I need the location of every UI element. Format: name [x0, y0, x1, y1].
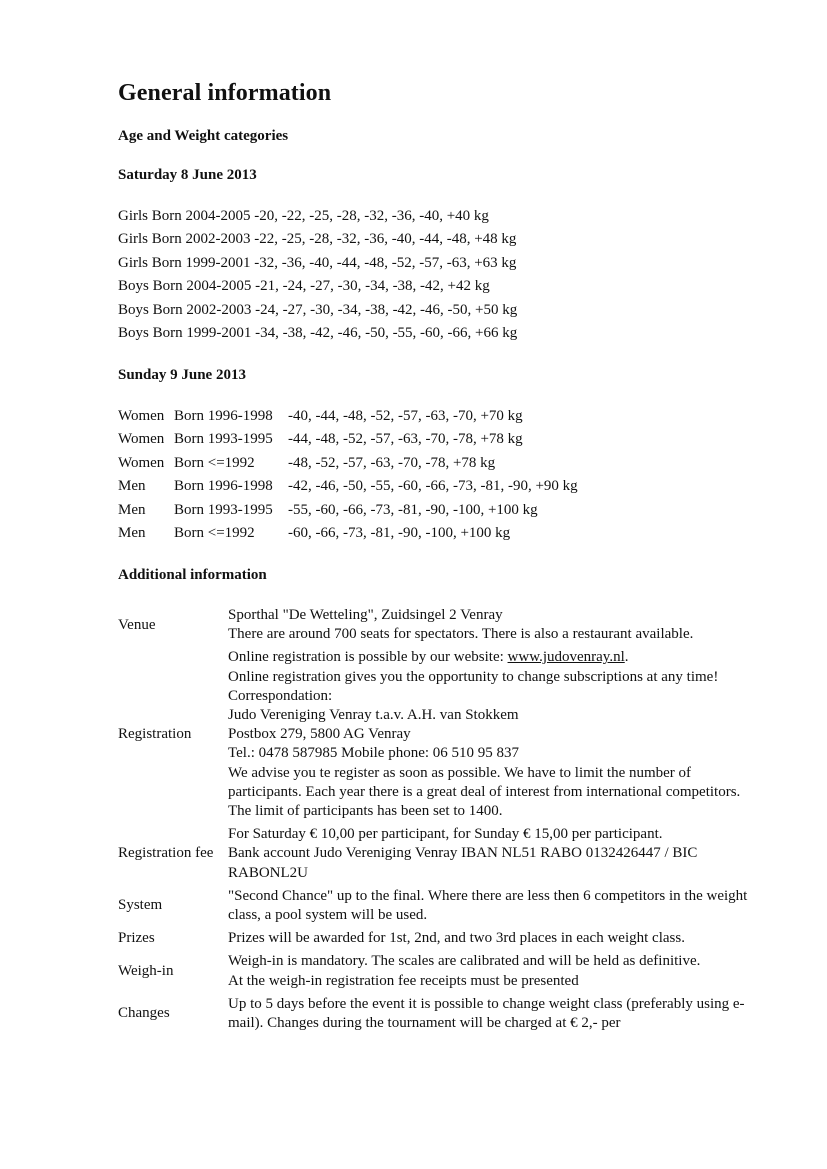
- info-line: Judo Vereniging Venray t.a.v. A.H. van Stokkem: [228, 707, 519, 724]
- category-gender: Women: [118, 408, 165, 424]
- info-line: At the weigh-in registration fee receipts must be presented: [228, 972, 579, 989]
- category-born: Born 1996-1998: [174, 408, 273, 424]
- info-label: Weigh-in: [118, 963, 174, 980]
- category-gender: Men: [118, 501, 146, 518]
- category-born: Born 1996-1998: [174, 478, 273, 495]
- info-line: Bank account Judo Vereniging Venray IBAN NL51 RABO 0132426447 / BIC RABONL2U: [228, 845, 698, 881]
- info-value: [228, 950, 768, 992]
- sunday-heading: Sunday 9 June 2013: [118, 367, 246, 383]
- category-born: Born <=1992: [174, 525, 255, 542]
- category-row: [118, 475, 578, 498]
- additional-heading: Additional information: [118, 567, 267, 583]
- category-gender: Women: [118, 431, 165, 448]
- info-line: There are around 700 seats for spectators. There is also a restaurant available.: [228, 626, 694, 643]
- info-label: System: [118, 897, 163, 914]
- category-row: Boys Born 2004-2005 -21, -24, -27, -30, -34, -38, -42, +42 kg: [118, 278, 490, 295]
- saturday-categories: [118, 205, 517, 345]
- category-weights: -60, -66, -73, -81, -90, -100, +100 kg: [288, 525, 511, 542]
- category-weights: -40, -44, -48, -52, -57, -63, -70, +70 kg: [288, 408, 523, 424]
- info-label: Changes: [118, 1005, 170, 1022]
- category-row: [118, 522, 578, 545]
- info-line: Online registration is possible by our website: www.judovenray.nl.: [228, 649, 629, 666]
- info-line: The limit of participants has been set to 1400.: [228, 803, 503, 820]
- info-line: Weigh-in is mandatory. The scales are calibrated and will be held as definitive.: [228, 953, 701, 970]
- info-value: [228, 993, 768, 1035]
- category-weights: -55, -60, -66, -73, -81, -90, -100, +100 kg: [288, 501, 538, 518]
- info-value: [228, 927, 768, 950]
- info-label: Registration fee: [118, 845, 214, 862]
- info-row: [118, 993, 768, 1035]
- category-row: Girls Born 2002-2003 -22, -25, -28, -32, -36, -40, -44, -48, +48 kg: [118, 231, 517, 248]
- info-row: [118, 950, 768, 992]
- info-line: Online registration gives you the opportunity to change subscriptions at any time!: [228, 668, 719, 685]
- info-row: [118, 885, 768, 927]
- info-value: [228, 646, 768, 823]
- category-row: Girls Born 2004-2005 -20, -22, -25, -28, -32, -36, -40, +40 kg: [118, 208, 489, 224]
- category-row: Boys Born 2002-2003 -24, -27, -30, -34, -38, -42, -46, -50, +50 kg: [118, 301, 518, 318]
- info-line: Correspondation:: [228, 687, 333, 704]
- category-gender: Men: [118, 478, 146, 495]
- info-label: Registration: [118, 726, 192, 743]
- info-value: [228, 604, 768, 646]
- category-born: Born 1993-1995: [174, 431, 273, 448]
- category-row: [118, 405, 578, 428]
- info-line: Prizes will be awarded for 1st, 2nd, and two 3rd places in each weight class.: [228, 930, 685, 947]
- category-row: [118, 428, 578, 451]
- info-line: Up to 5 days before the event it is possible to change weight class (preferably using e-mail). Changes during the tournament will be charged at € 2,- per: [228, 995, 745, 1032]
- info-line: Postbox 279, 5800 AG Venray: [228, 726, 411, 743]
- info-value: [228, 823, 768, 885]
- info-row: [118, 823, 768, 885]
- saturday-heading: Saturday 8 June 2013: [118, 167, 257, 183]
- info-value: [228, 885, 768, 927]
- category-born: Born <=1992: [174, 454, 255, 471]
- info-row: [118, 927, 768, 950]
- info-line: Tel.: 0478 587985 Mobile phone: 06 510 95 837: [228, 745, 520, 762]
- website-link[interactable]: www.judovenray.nl: [507, 649, 625, 666]
- page-title: General information: [118, 80, 332, 106]
- category-row: Girls Born 1999-2001 -32, -36, -40, -44, -48, -52, -57, -63, +63 kg: [118, 254, 517, 271]
- info-line: For Saturday € 10,00 per participant, for Sunday € 15,00 per participant.: [228, 826, 663, 843]
- category-row: Boys Born 1999-2001 -34, -38, -42, -46, -50, -55, -60, -66, +66 kg: [118, 325, 518, 342]
- category-gender: Women: [118, 454, 165, 471]
- age-weight-heading: Age and Weight categories: [118, 128, 289, 144]
- info-label: Prizes: [118, 930, 155, 947]
- info-line: We advise you te register as soon as possible. We have to limit the number of participants. Each year there is a great deal of interest from international competitors.: [228, 764, 741, 800]
- category-weights: -42, -46, -50, -55, -60, -66, -73, -81, -90, +90 kg: [288, 478, 578, 495]
- category-weights: -44, -48, -52, -57, -63, -70, -78, +78 kg: [288, 431, 523, 448]
- category-weights: -48, -52, -57, -63, -70, -78, +78 kg: [288, 454, 496, 471]
- category-row: [118, 452, 578, 475]
- category-born: Born 1993-1995: [174, 501, 273, 518]
- info-label: Venue: [118, 616, 156, 633]
- sunday-categories: [118, 405, 578, 545]
- info-line: Sporthal "De Wetteling", Zuidsingel 2 Venray: [228, 607, 503, 623]
- info-row: [118, 604, 768, 646]
- additional-info-table: [118, 604, 768, 1035]
- category-gender: Men: [118, 525, 146, 542]
- category-row: [118, 499, 578, 522]
- info-row: [118, 646, 768, 823]
- info-line: "Second Chance" up to the final. Where there are less then 6 competitors in the weight class, a pool system will be used.: [228, 887, 748, 924]
